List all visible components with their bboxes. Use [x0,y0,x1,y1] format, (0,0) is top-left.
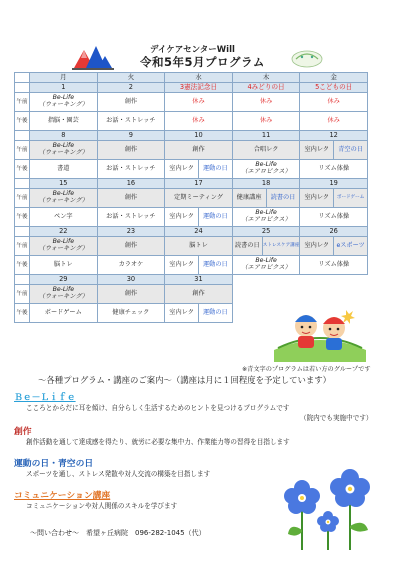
date-cell-holiday: 4みどりの日 [232,83,300,93]
am-row [15,141,368,160]
section-title-communication: コミュニケーション講座 [14,491,111,501]
program-cell: 室内レク [304,241,330,249]
program-cell-split [165,160,233,179]
pm-row [15,256,368,275]
period-pm-label: 午後 [15,208,30,227]
section-title-craft: 創作 [14,427,32,437]
program-cell-youth: 運動の日 [198,256,232,274]
program-cell: Be-Life （エアロビクス） [232,256,300,275]
date-cell: 22 [30,227,98,237]
date-cell: 10 [165,131,233,141]
program-cell: カラオケ [97,256,165,275]
program-cell: お話・ストレッチ [97,160,165,179]
program-cell: リズム体操 [300,256,368,275]
period-pm-label: 午後 [15,256,30,275]
section-body-communication: コミュニケーションや対人関係のスキルを学びます [26,502,178,510]
program-cell: Be-Life （エアロビクス） [232,208,300,227]
header [0,0,407,72]
pm-row [15,160,368,179]
date-row [15,227,368,237]
program-cell-split [232,237,300,256]
date-cell: 31 [165,275,233,285]
program-cell: 創作 [97,189,165,208]
program-cell-closed: 休み [165,112,233,131]
weekday-tue: 火 [97,73,165,83]
section-title-sports: 運動の日・青空の日 [14,459,94,469]
program-cell: 室内レク [304,145,330,153]
daycare-logo-icon [72,40,114,70]
period-am-label: 午前 [15,237,30,256]
program-cell: ボードゲーム [30,304,98,323]
program-cell: 合唱レク [232,141,300,160]
date-cell: 23 [97,227,165,237]
section-body-sports: スポーツを通し、ストレス発散や対人交流の構築を目指します [26,470,211,478]
date-cell-holiday: 5こどもの日 [300,83,368,93]
program-calendar [14,72,368,323]
date-cell: 29 [30,275,98,285]
program-cell: 指脳・園芸 [30,112,98,131]
period-pm-label: 午後 [15,160,30,179]
section-body-craft: 創作活動を通して達成感を得たり、就労に必要な集中力、作業能力等の習得を目指します [26,438,290,446]
pm-row [15,208,368,227]
date-cell: 16 [97,179,165,189]
program-cell: 室内レク [169,212,194,220]
date-cell: 1 [30,83,98,93]
program-cell: Be-Life （ウォーキング） [30,141,98,160]
page-title: 令和5年5月プログラム [140,55,265,69]
program-cell: ペン字 [30,208,98,227]
cloud-icon [290,45,324,69]
date-row [15,83,368,93]
period-pm-label: 午後 [15,112,30,131]
date-row [15,275,368,285]
program-cell-split [165,304,233,323]
program-cell-youth: 運動の日 [198,208,232,226]
flowers-icon [280,460,380,552]
program-cell-closed: 休み [165,93,233,112]
program-cell: Be-Life （エアロビクス） [232,160,300,179]
date-cell: 12 [300,131,368,141]
section-note-belife: （院内でも実施中です） [300,414,373,422]
date-cell: 2 [97,83,165,93]
weekday-row [15,73,368,83]
weekday-mon: 月 [30,73,98,83]
date-row [15,131,368,141]
program-cell-split [300,237,368,256]
pm-row [15,112,368,131]
date-cell: 18 [232,179,300,189]
date-cell: 26 [300,227,368,237]
am-row [15,237,368,256]
program-cell-youth: ボードゲーム [333,189,367,207]
program-cell-youth: ストレスケア講座 [262,237,300,255]
period-am-label: 午前 [15,93,30,112]
program-cell: 創作 [165,285,233,304]
date-cell: 8 [30,131,98,141]
program-cell: 室内レク [169,308,194,316]
program-cell-youth: eスポーツ [333,237,367,255]
guide-heading: ～各種プログラム・講座のご案内～（講座は月に１回程度を予定しています） [38,375,332,385]
am-row [15,189,368,208]
program-cell: リズム体操 [300,160,368,179]
program-cell: 創作 [97,285,165,304]
program-cell-closed: 休み [232,112,300,131]
program-cell: 脳トレ [165,237,233,256]
program-cell-closed: 休み [300,112,368,131]
program-cell: Be-Life （ウォーキング） [30,237,98,256]
program-cell: 創作 [97,141,165,160]
contact-footer: ～問い合わせ～ 希望ヶ丘病院 096-282-1045（代） [30,529,206,537]
date-row [15,179,368,189]
program-cell: お話・ストレッチ [97,208,165,227]
program-cell-split [300,189,368,208]
program-cell: 定期ミーティング [165,189,233,208]
date-cell: 19 [300,179,368,189]
program-cell: 創作 [97,237,165,256]
program-cell-split [165,256,233,275]
program-cell-closed: 休み [232,93,300,112]
program-cell-split [232,189,300,208]
program-cell: お話・ストレッチ [97,112,165,131]
weekday-wed: 水 [165,73,233,83]
program-cell-split [300,141,368,160]
program-cell: 脳トレ [30,256,98,275]
program-cell-youth: 読書の日 [266,189,300,207]
program-cell: 室内レク [169,164,194,172]
date-cell: 15 [30,179,98,189]
program-cell: リズム体操 [300,208,368,227]
program-cell: Be-Life （ウォーキング） [30,189,98,208]
period-pm-label: 午後 [15,304,30,323]
date-cell: 25 [232,227,300,237]
program-cell: 健康講座 [236,193,262,201]
program-cell: 書道 [30,160,98,179]
program-cell: 室内レク [304,193,330,201]
date-cell: 30 [97,275,165,285]
date-cell: 9 [97,131,165,141]
program-cell: 読書の日 [234,241,260,249]
program-cell: 創作 [165,141,233,160]
program-cell-youth: 運動の日 [198,160,232,178]
program-cell-youth: 運動の日 [198,304,232,322]
section-body-belife: こころとからだに耳を傾け、自分らしく生活するためのヒントを見つけるプログラムです [26,404,290,412]
period-am-label: 午前 [15,285,30,304]
date-cell: 24 [165,227,233,237]
program-cell-closed: 休み [300,93,368,112]
program-cell: 健康チェック [97,304,165,323]
kids-illustration-icon [272,300,368,362]
youth-note: ※青文字のプログラムは若い方のグループです [242,366,371,373]
am-row [15,93,368,112]
section-title-belife: Ｂｅ－Ｌｉｆｅ [14,393,76,403]
weekday-thu: 木 [232,73,300,83]
date-cell: 11 [232,131,300,141]
program-cell-youth: 青空の日 [333,141,367,159]
program-cell-split [165,208,233,227]
program-cell: 室内レク [169,260,194,268]
period-am-label: 午前 [15,141,30,160]
program-cell: Be-Life （ウォーキング） [30,285,98,304]
program-cell: 創作 [97,93,165,112]
weekday-fri: 金 [300,73,368,83]
date-cell-holiday: 3憲法記念日 [165,83,233,93]
center-name: デイケアセンターWill [150,45,235,55]
period-am-label: 午前 [15,189,30,208]
date-cell: 17 [165,179,233,189]
program-cell: Be-Life （ウォーキング） [30,93,98,112]
